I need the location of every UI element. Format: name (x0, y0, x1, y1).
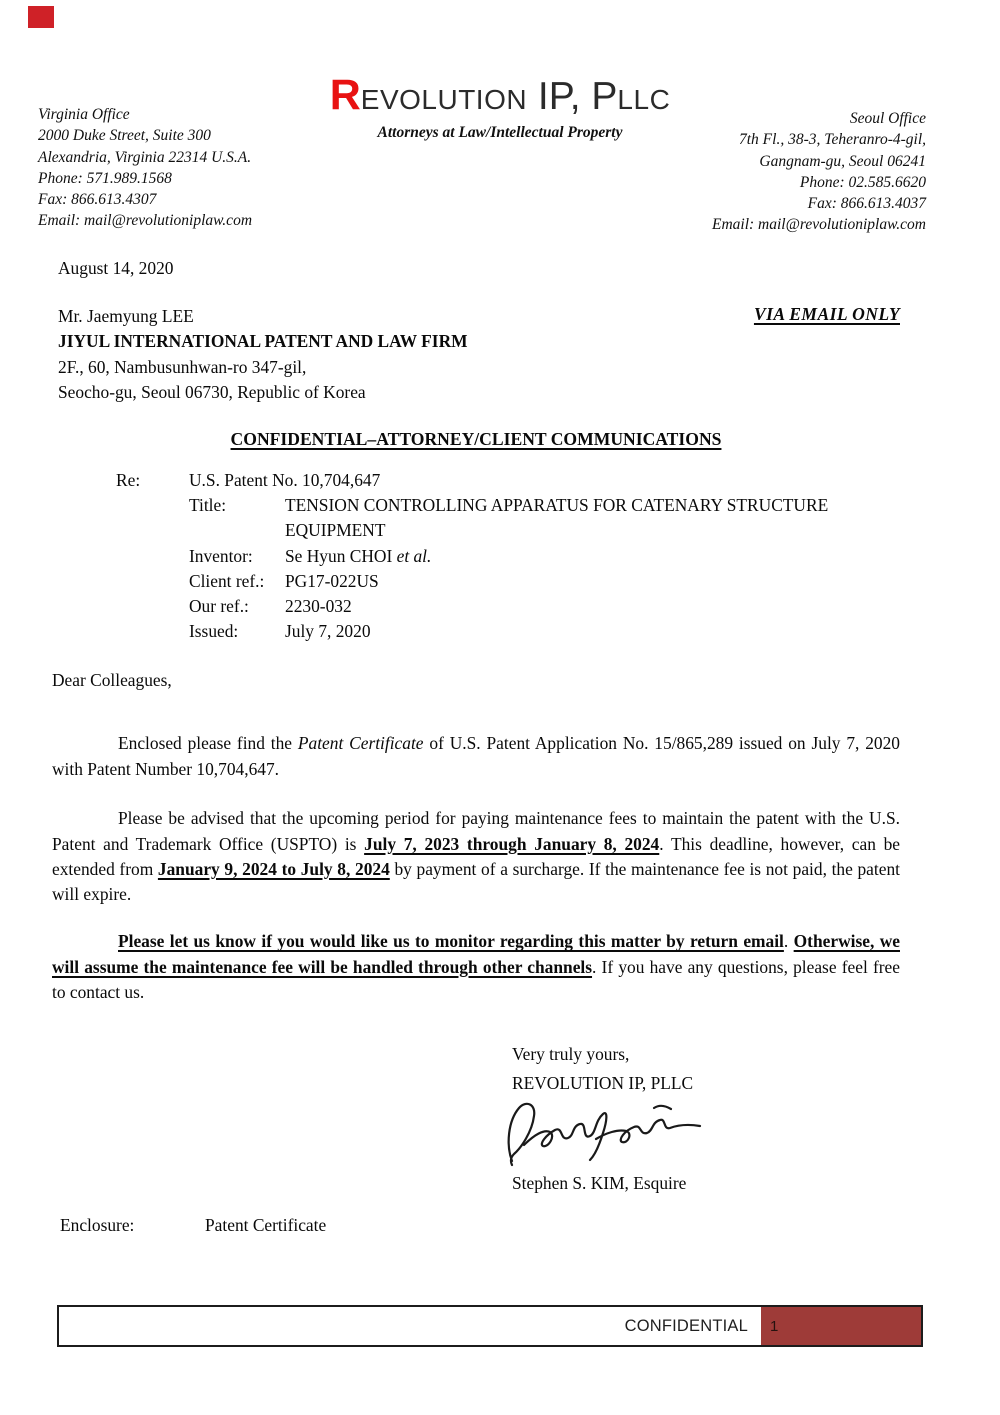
virginia-office-title: Virginia Office (38, 106, 130, 123)
footer-page-number-block (761, 1307, 921, 1345)
re-inventor-name: Se Hyun CHOI (285, 545, 397, 566)
seoul-office-line: Phone: 02.585.6620 (799, 173, 926, 191)
recipient-address-line1: 2F., 60, Nambusunhwan-ro 347-gil, (58, 356, 307, 377)
seoul-office-block (712, 108, 926, 236)
paragraph-text: . If you have any questions, please feel free to contact us. (52, 956, 900, 1002)
re-title-value: TENSION CONTROLLING APPARATUS FOR CATENARY STRUCTURE EQUIPMENT (285, 495, 829, 541)
seoul-office-line: Email: mail@revolutioniplaw.com (711, 216, 926, 234)
paragraph-text: by payment of a surcharge. If the maintenance fee is not paid, the patent will expire. (52, 858, 900, 905)
signatory-name: Stephen S. KIM, Esquire (512, 1173, 687, 1193)
paragraph-text: Please be advised that the upcoming period for paying maintenance fees to maintain the patent with the U.S. Patent and Trademark Office (USPTO) is (52, 808, 900, 854)
virginia-office-line: Email: mail@revolutioniplaw.com (38, 212, 253, 230)
re-inventor-value (285, 544, 850, 569)
virginia-office-line: Alexandria, Virginia 22314 U.S.A. (38, 148, 252, 166)
footer-confidential-label: CONFIDENTIAL (624, 1316, 748, 1335)
virginia-office-block (38, 104, 252, 232)
re-our-ref-value: 2230-032 (285, 596, 352, 617)
firm-tagline: Attorneys at Law/Intellectual Property (377, 124, 623, 141)
monitor-request-emphasis: Please let us know if you would like us to monitor regarding this matter by return email (118, 931, 784, 952)
re-label: Re: (116, 470, 141, 490)
deadline-range-1: July 7, 2023 through January 8, 2024 (364, 833, 660, 854)
logo-ip: IP, P (527, 75, 618, 118)
re-inventor-label: Inventor: (189, 545, 253, 566)
paragraph-enclosed (52, 731, 900, 782)
paragraph-text: of U.S. Patent Application No. 15/865,289 issued on July 7, 2020 with Patent Number 10,704,647. (52, 733, 901, 779)
deadline-range-2: January 9, 2024 to July 8, 2024 (157, 858, 390, 879)
page-number: 1 (770, 1317, 779, 1335)
valediction: Very truly yours, (512, 1044, 630, 1064)
virginia-office-line: Phone: 571.989.1568 (38, 169, 172, 187)
firm-logo (318, 71, 682, 142)
patent-certificate-italic: Patent Certificate (297, 733, 424, 754)
recipient-firm: JIYUL INTERNATIONAL PATENT AND LAW FIRM (58, 331, 468, 352)
re-inventor-etal: et al. (396, 545, 432, 566)
logo-llc: LLC (617, 84, 671, 115)
signature-image (506, 1099, 706, 1167)
firm-logo-wordmark (318, 71, 682, 119)
re-title-label: Title: (189, 495, 227, 516)
paragraph-text: Enclosed please find the (118, 733, 298, 754)
logo-letter-r: R (329, 71, 361, 119)
red-square-marker (28, 6, 54, 28)
re-client-ref-value: PG17-022US (285, 570, 379, 591)
virginia-office-line: Fax: 866.613.4307 (38, 191, 157, 209)
re-our-ref-label: Our ref.: (189, 596, 249, 617)
re-patent-number: U.S. Patent No. 10,704,647 (189, 470, 381, 490)
footer-bar (57, 1305, 923, 1347)
confidential-heading: CONFIDENTIAL–ATTORNEY/CLIENT COMMUNICATIONS (230, 429, 722, 449)
recipient-block (58, 304, 468, 405)
enclosure-line (60, 1215, 327, 1236)
paragraph-monitor-request (52, 929, 900, 1005)
re-issued-label: Issued: (189, 621, 239, 642)
enclosure-label: Enclosure: (60, 1215, 135, 1235)
via-email-only-label: VIA EMAIL ONLY (753, 304, 900, 324)
virginia-office-line: 2000 Duke Street, Suite 300 (38, 127, 211, 145)
salutation: Dear Colleagues, (52, 670, 172, 690)
logo-evolution: EVOLUTION (360, 84, 528, 115)
seoul-office-line: Gangnam-gu, Seoul 06241 (759, 152, 926, 170)
paragraph-maintenance-fees (52, 806, 900, 907)
re-issued-value: July 7, 2020 (285, 621, 371, 642)
seoul-office-line: 7th Fl., 38-3, Teheranro-4-gil, (739, 131, 926, 149)
re-block (116, 468, 850, 644)
paragraph-text: . (783, 931, 794, 952)
re-client-ref-label: Client ref.: (189, 570, 265, 591)
paragraph-text: . This deadline, however, can be extended from (52, 833, 900, 879)
enclosure-value: Patent Certificate (205, 1215, 327, 1235)
letter-date: August 14, 2020 (58, 258, 174, 278)
closing-firm-name: REVOLUTION IP, PLLC (512, 1072, 694, 1093)
recipient-address-line2: Seocho-gu, Seoul 06730, Republic of Korea (58, 381, 366, 402)
recipient-name: Mr. Jaemyung LEE (58, 306, 194, 326)
assume-handled-emphasis: Otherwise, we will assume the maintenance fee will be handled through other channels (52, 931, 900, 977)
closing-block (512, 1040, 706, 1198)
seoul-office-title: Seoul Office (849, 110, 926, 127)
seoul-office-line: Fax: 866.613.4037 (807, 195, 926, 213)
